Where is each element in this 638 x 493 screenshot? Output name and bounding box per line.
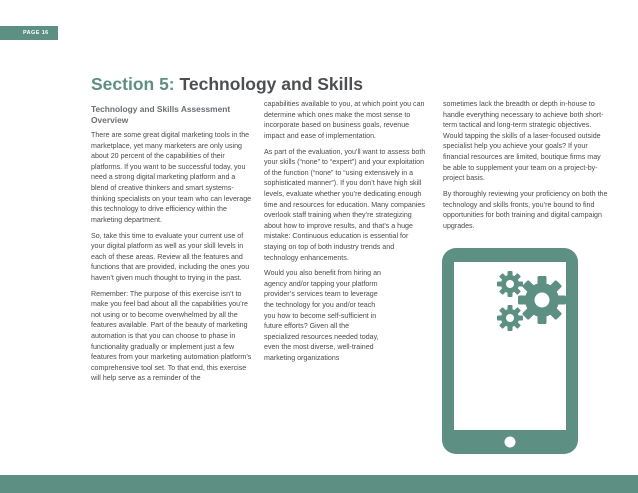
page-number-tab [0,26,58,40]
paragraph: capabilities available to you, at which point you can determine which ones make the most sense to incorporate based on business goals, revenue impact and ease of implementation. [264,100,425,140]
text-column-3 [443,99,608,237]
paragraph: There are some great digital marketing tools in the marketplace, yet many marketers are only using about 20 percent of the capabilities of their platforms. If you want to be successful today, you need a strong digital marketing platform and a blend of creative thinkers and smart systems-thinking specialists on your team who can leverage this technology to drive efficiency within the marketing department. [91,131,252,224]
gears-icon [490,270,570,350]
subheading: Technology and Skills Assessment Overview [91,104,231,125]
paragraph: As part of the evaluation, you’ll want to assess both your skills (“none” to “expert”) and your exploitation of the function (“none” to “using extensively in a sophisticated manner”). If you don’t have high skill levels, evaluate whether you’re dedicating enough time and resources for education. Many companies overlook staff training when they’re strategizing about how to improve results, and that’s a huge mistake: Continuous education is essential for staying on top of both industry trends and technology enhancements. [264,147,426,262]
section-title [91,74,363,95]
paragraph: By thoroughly reviewing your proficiency on both the technology and skills fronts, you’re bound to find opportunities for both training and digital campaign upgrades. [443,189,608,230]
paragraph: Remember: The purpose of this exercise isn’t to make you feel bad about all the capabilities you’re not using or to become overwhelmed by all the features available. Part of the beauty of marketing automation is that you can choose to phase in functionality gradually or implement just a few features from your marketing automation platform’s comprehensive tool set. To that end, this exercise will help serve as a reminder of the [91,289,252,383]
paragraph: So, take this time to evaluate your current use of your digital platform as well as your skill levels in each of these areas. Review all the features and functions that are provided, including the ones you haven’t given much thought to trying in the past. [91,231,250,282]
paragraph: Would you also benefit from hiring an agency and/or tapping your platform provider’s services team to leverage the technology for you and/or teach you how to become self-sufficient in future efforts? Given all the specialized resources needed today, even the most diverse, well-trained marketing organizations [264,269,381,363]
footer-bar [0,475,638,493]
section-number: Section 5: [91,74,175,94]
paragraph: sometimes lack the breadth or depth in-house to handle everything necessary to achieve both short-term tactical and long-term strategic objectives. Would tapping the skills of a laser-focused outside specialist help you achieve your goals? If your financial resources are limited, boutique firms may be able to supplement your team on a project-by-project basis. [443,100,604,183]
section-name: Technology and Skills [179,74,363,94]
text-column-2 [264,99,426,369]
page-number-label: PAGE 16 [23,30,49,36]
text-column-1 [91,130,253,389]
